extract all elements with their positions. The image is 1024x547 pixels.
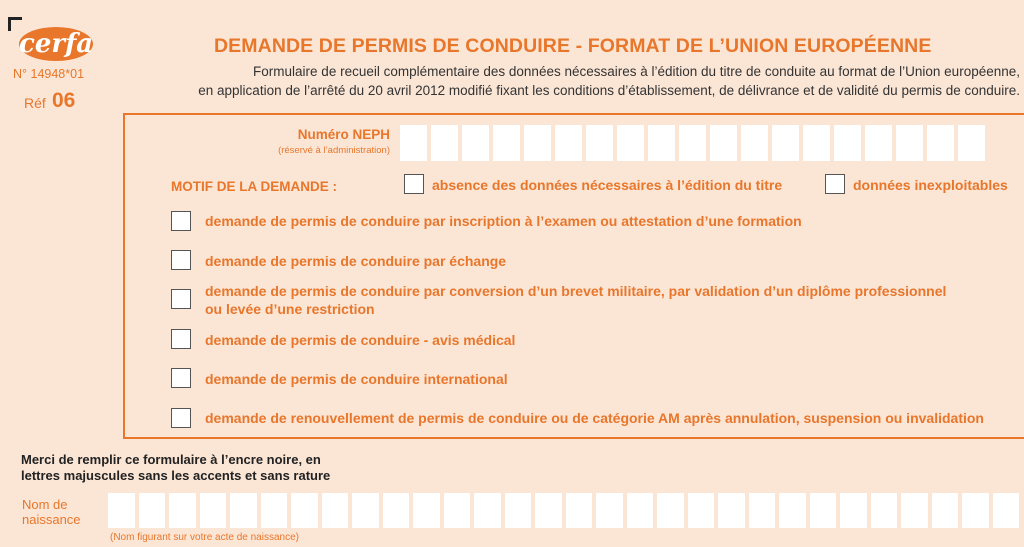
option-avis-medical: demande de permis de conduire - avis médical <box>205 332 516 348</box>
neph-cell[interactable] <box>741 125 768 161</box>
neph-cell[interactable] <box>493 125 520 161</box>
nom-cell[interactable] <box>810 493 837 528</box>
nom-cell[interactable] <box>566 493 593 528</box>
option-inscription-examen: demande de permis de conduire par inscription à l’examen ou attestation d’une formation <box>205 213 802 229</box>
nom-cell[interactable] <box>688 493 715 528</box>
form-subtitle <box>150 62 1020 100</box>
nom-cell[interactable] <box>413 493 440 528</box>
form-title: DEMANDE DE PERMIS DE CONDUIRE - FORMAT DE L’UNION EUROPÉENNE <box>214 35 932 57</box>
neph-label: Numéro NEPH <box>297 127 390 142</box>
neph-cell[interactable] <box>896 125 923 161</box>
nom-naissance-note: (Nom figurant sur votre acte de naissance) <box>110 532 299 543</box>
nom-cell[interactable] <box>871 493 898 528</box>
subtitle-line-1: Formulaire de recueil complémentaire des données nécessaires à l’édition du titre de conduite au format de l’Union européenne, <box>253 64 1020 79</box>
nom-cell[interactable] <box>749 493 776 528</box>
nom-cell[interactable] <box>352 493 379 528</box>
neph-cell[interactable] <box>927 125 954 161</box>
nom-label-line-2: naissance <box>22 512 81 527</box>
instructions <box>21 452 330 484</box>
neph-cell[interactable] <box>648 125 675 161</box>
checkbox-avis-medical[interactable] <box>171 329 191 349</box>
nom-cell[interactable] <box>474 493 501 528</box>
option-echange: demande de permis de conduire par échange <box>205 253 507 269</box>
ref-label: Réf <box>24 95 46 111</box>
nom-cell[interactable] <box>657 493 684 528</box>
option-donnees-inexploitables: données inexploitables <box>853 177 1008 193</box>
nom-label-line-1: Nom de <box>22 497 68 512</box>
checkbox-renouvellement[interactable] <box>171 408 191 428</box>
nom-cell[interactable] <box>444 493 471 528</box>
instructions-line-2: lettres majuscules sans les accents et sans rature <box>21 468 331 483</box>
option-international: demande de permis de conduire international <box>205 371 508 387</box>
checkbox-conversion[interactable] <box>171 289 191 309</box>
neph-cell[interactable] <box>679 125 706 161</box>
option-conversion-line-2: ou levée d’une restriction <box>205 301 375 317</box>
neph-cell[interactable] <box>865 125 892 161</box>
nom-naissance-label <box>22 497 81 527</box>
neph-cell[interactable] <box>524 125 551 161</box>
cerfa-number: N° 14948*01 <box>13 67 85 81</box>
neph-cell[interactable] <box>586 125 613 161</box>
nom-cell[interactable] <box>901 493 928 528</box>
neph-cell[interactable] <box>400 125 427 161</box>
ref-value: 06 <box>52 89 76 112</box>
nom-cell[interactable] <box>383 493 410 528</box>
nom-cell[interactable] <box>535 493 562 528</box>
nom-cell[interactable] <box>932 493 959 528</box>
motif-label: MOTIF DE LA DEMANDE : <box>171 179 337 194</box>
nom-cell[interactable] <box>596 493 623 528</box>
nom-cell[interactable] <box>627 493 654 528</box>
nom-cell[interactable] <box>505 493 532 528</box>
nom-cell[interactable] <box>962 493 989 528</box>
nom-cell[interactable] <box>200 493 227 528</box>
neph-cell[interactable] <box>958 125 985 161</box>
nom-cell[interactable] <box>993 493 1020 528</box>
checkbox-inscription-examen[interactable] <box>171 211 191 231</box>
nom-cell[interactable] <box>840 493 867 528</box>
nom-naissance-input-cells <box>108 493 1019 528</box>
option-absence-donnees: absence des données nécessaires à l’édition du titre <box>432 177 783 193</box>
subtitle-line-2: en application de l’arrêté du 20 avril 2012 modifié fixant les conditions d’établissement, de délivrance et de validité du permis de conduire. <box>198 83 1020 98</box>
nom-cell[interactable] <box>261 493 288 528</box>
neph-cell[interactable] <box>431 125 458 161</box>
neph-cell[interactable] <box>710 125 737 161</box>
checkbox-donnees-inexploitables[interactable] <box>825 174 845 194</box>
neph-note: (réservé à l’administration) <box>278 145 390 156</box>
neph-cell[interactable] <box>803 125 830 161</box>
neph-cell[interactable] <box>834 125 861 161</box>
neph-cell[interactable] <box>555 125 582 161</box>
nom-cell[interactable] <box>230 493 257 528</box>
option-conversion-line-1: demande de permis de conduire par conversion d’un brevet militaire, par validation d’un diplôme professionnel <box>205 283 947 299</box>
nom-cell[interactable] <box>322 493 349 528</box>
checkbox-absence-donnees[interactable] <box>404 174 424 194</box>
cerfa-logo: cerfa <box>19 29 94 59</box>
nom-cell[interactable] <box>291 493 318 528</box>
neph-cell[interactable] <box>462 125 489 161</box>
nom-cell[interactable] <box>108 493 135 528</box>
request-panel <box>123 113 1024 439</box>
neph-cell[interactable] <box>617 125 644 161</box>
nom-cell[interactable] <box>139 493 166 528</box>
nom-cell[interactable] <box>169 493 196 528</box>
checkbox-echange[interactable] <box>171 250 191 270</box>
instructions-line-1: Merci de remplir ce formulaire à l’encre noire, en <box>21 452 321 467</box>
neph-input-cells <box>400 125 985 161</box>
neph-cell[interactable] <box>772 125 799 161</box>
nom-cell[interactable] <box>779 493 806 528</box>
checkbox-international[interactable] <box>171 368 191 388</box>
option-renouvellement: demande de renouvellement de permis de conduire ou de catégorie AM après annulation, suspension ou invalidation <box>205 410 984 426</box>
nom-cell[interactable] <box>718 493 745 528</box>
